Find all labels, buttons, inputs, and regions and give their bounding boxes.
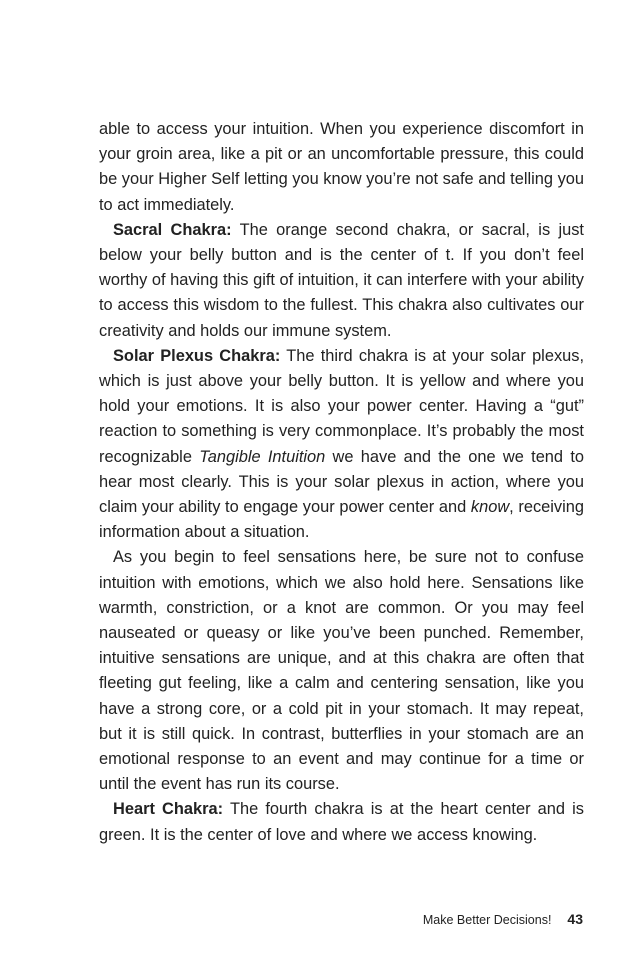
- paragraph-intuition-discomfort: [99, 117, 584, 218]
- paragraph-text: The third chakra is at your solar plexus, which is just above your belly button. It is yellow and where you hold your emotions. It is also your power center. Having a “gut” reaction to something is very commonplace. It’s probably the most recognizable: [99, 346, 585, 466]
- page-body: [99, 117, 584, 848]
- paragraph-text: The fourth chakra is at the heart center and is green. It is the center of love and where we access knowing.: [99, 800, 585, 844]
- paragraph-heart-chakra: [99, 797, 584, 847]
- tangible-intuition-term: Tangible Intuition: [199, 447, 326, 466]
- solar-plexus-chakra-heading: Solar Plexus Chakra:: [113, 346, 281, 365]
- paragraph-solar-plexus-chakra: [99, 344, 584, 546]
- paragraph-text: The orange second chakra, or sacral, is just below your belly button and is the center of t. If you don’t feel worthy of having this gift of intuition, it can interfere with your ability to access this wisdom to the fullest. This chakra also cultivates our creativity and holds our immune system.: [99, 220, 584, 340]
- paragraph-sensations: [99, 545, 584, 797]
- page-number: 43: [567, 911, 583, 927]
- heart-chakra-heading: Heart Chakra:: [113, 800, 224, 819]
- page-footer: [423, 911, 583, 927]
- paragraph-text: , receiving information about a situation.: [99, 498, 584, 542]
- running-footer-book-title: Make Better Decisions!: [422, 913, 552, 927]
- paragraph-sacral-chakra: [99, 218, 584, 344]
- know-emphasis: know: [470, 498, 510, 517]
- sacral-chakra-heading: Sacral Chakra:: [113, 220, 232, 239]
- paragraph-text: able to access your intuition. When you experience discomfort in your groin area, like a pit or an uncomfortable pressure, this could be your Higher Self letting you know you’re not safe and telling you to act immediately.: [99, 120, 584, 214]
- paragraph-text: As you begin to feel sensations here, be sure not to confuse intuition with emotions, which we also hold here. Sensations like warmth, constriction, or a knot are common. Or you may feel nauseated or queasy or like you’ve been punched. Remember, intuitive sensations are unique, and at this chakra are often that fleeting gut feeling, like a calm and centering sensation, like you have a strong core, or a cold pit in your stomach. It may repeat, but it is still quick. In contrast, butterflies in your stomach are an emotional response to an event and may continue for a time or until the event has run its course.: [99, 548, 584, 794]
- paragraph-text: we have and the one we tend to hear most clearly. This is your solar plexus in action, where you claim your ability to engage your power center and: [99, 447, 584, 517]
